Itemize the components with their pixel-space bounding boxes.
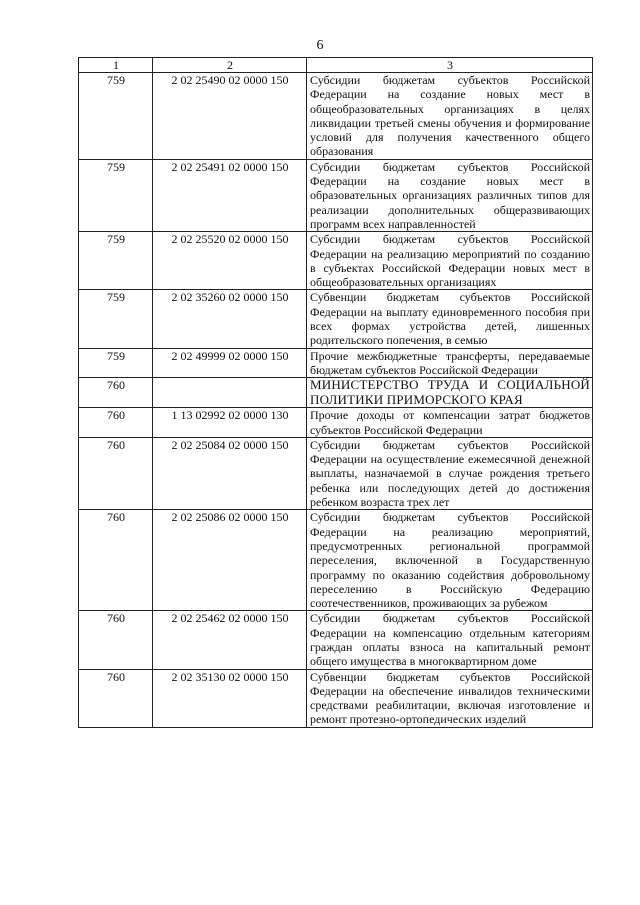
admin-code-cell: 760: [79, 510, 153, 611]
table-row: [79, 510, 593, 611]
ministry-heading-cell: МИНИСТЕРСТВО ТРУДА И СОЦИАЛЬНОЙ ПОЛИТИКИ ПРИМОРСКОГО КРАЯ: [307, 378, 593, 408]
revenue-name-cell: Субсидии бюджетам субъектов Российской Федерации на создание новых мест в образовательных организациях различных типов для реализации дополнительных общеразвивающих программ всех направленностей: [307, 159, 593, 231]
revenue-code-cell: 2 02 25462 02 0000 150: [153, 611, 307, 669]
table-header-row: [79, 58, 593, 73]
table-row: [79, 408, 593, 438]
table-row: [79, 290, 593, 348]
table-row: [79, 159, 593, 231]
revenue-code-cell: 2 02 25520 02 0000 150: [153, 232, 307, 290]
admin-code-cell: 759: [79, 159, 153, 231]
revenue-code-cell: 2 02 25084 02 0000 150: [153, 437, 307, 509]
revenue-codes-table: [78, 57, 593, 728]
admin-code-cell: 759: [79, 73, 153, 160]
revenue-name-cell: Субвенции бюджетам субъектов Российской Федерации на обеспечение инвалидов техническими средствами реабилитации, включая изготовление и ремонт протезно-ортопедических изделий: [307, 669, 593, 727]
revenue-code-cell: 2 02 25491 02 0000 150: [153, 159, 307, 231]
table-row: [79, 669, 593, 727]
column-header-2: 2: [153, 58, 307, 73]
admin-code-cell: 760: [79, 437, 153, 509]
revenue-name-cell: Субсидии бюджетам субъектов Российской Федерации на осуществление ежемесячной денежной выплаты, назначаемой в случае рождения третьего ребенка или последующих детей до достижения ребенком возраста трех лет: [307, 437, 593, 509]
admin-code-cell: 760: [79, 611, 153, 669]
table-row: [79, 232, 593, 290]
table-row: [79, 611, 593, 669]
revenue-name-cell: Субсидии бюджетам субъектов Российской Федерации на реализацию мероприятий, предусмотренных региональной программой переселения, включенной в Государственную программу по оказанию содействия добровольному переселению в Российскую Федерацию соотечественников, проживающих за рубежом: [307, 510, 593, 611]
admin-code-cell: 760: [79, 669, 153, 727]
admin-code-cell: 760: [79, 408, 153, 438]
revenue-name-cell: Субсидии бюджетам субъектов Российской Федерации на компенсацию отдельным категориям граждан оплаты взноса на капитальный ремонт общего имущества в многоквартирном доме: [307, 611, 593, 669]
revenue-code-cell: 2 02 25086 02 0000 150: [153, 510, 307, 611]
revenue-name-cell: Субсидии бюджетам субъектов Российской Федерации на реализацию мероприятий по созданию в субъектах Российской Федерации новых мест в общеобразовательных организациях: [307, 232, 593, 290]
revenue-code-cell: 2 02 35130 02 0000 150: [153, 669, 307, 727]
revenue-name-cell: Субсидии бюджетам субъектов Российской Федерации на создание новых мест в общеобразовательных организациях в целях ликвидации третьей смены обучения и формирование условий для получения качественного общего образования: [307, 73, 593, 160]
table-row: [79, 348, 593, 378]
revenue-code-cell: 1 13 02992 02 0000 130: [153, 408, 307, 438]
column-header-1: 1: [79, 58, 153, 73]
table-row: [79, 73, 593, 160]
revenue-code-cell: 2 02 49999 02 0000 150: [153, 348, 307, 378]
admin-code-cell: 759: [79, 348, 153, 378]
table-body: [79, 73, 593, 728]
admin-code-cell: 759: [79, 290, 153, 348]
revenue-code-cell: 2 02 25490 02 0000 150: [153, 73, 307, 160]
revenue-code-cell: [153, 378, 307, 408]
admin-code-cell: 759: [79, 232, 153, 290]
revenue-name-cell: Прочие межбюджетные трансферты, передаваемые бюджетам субъектов Российской Федерации: [307, 348, 593, 378]
column-header-3: 3: [307, 58, 593, 73]
admin-code-cell: 760: [79, 378, 153, 408]
revenue-name-cell: Прочие доходы от компенсации затрат бюджетов субъектов Российской Федерации: [307, 408, 593, 438]
page-number: 6: [316, 38, 324, 53]
revenue-name-cell: Субвенции бюджетам субъектов Российской Федерации на выплату единовременного пособия при всех формах устройства детей, лишенных родительского попечения, в семью: [307, 290, 593, 348]
revenue-code-cell: 2 02 35260 02 0000 150: [153, 290, 307, 348]
table-row: [79, 378, 593, 408]
table-row: [79, 437, 593, 509]
